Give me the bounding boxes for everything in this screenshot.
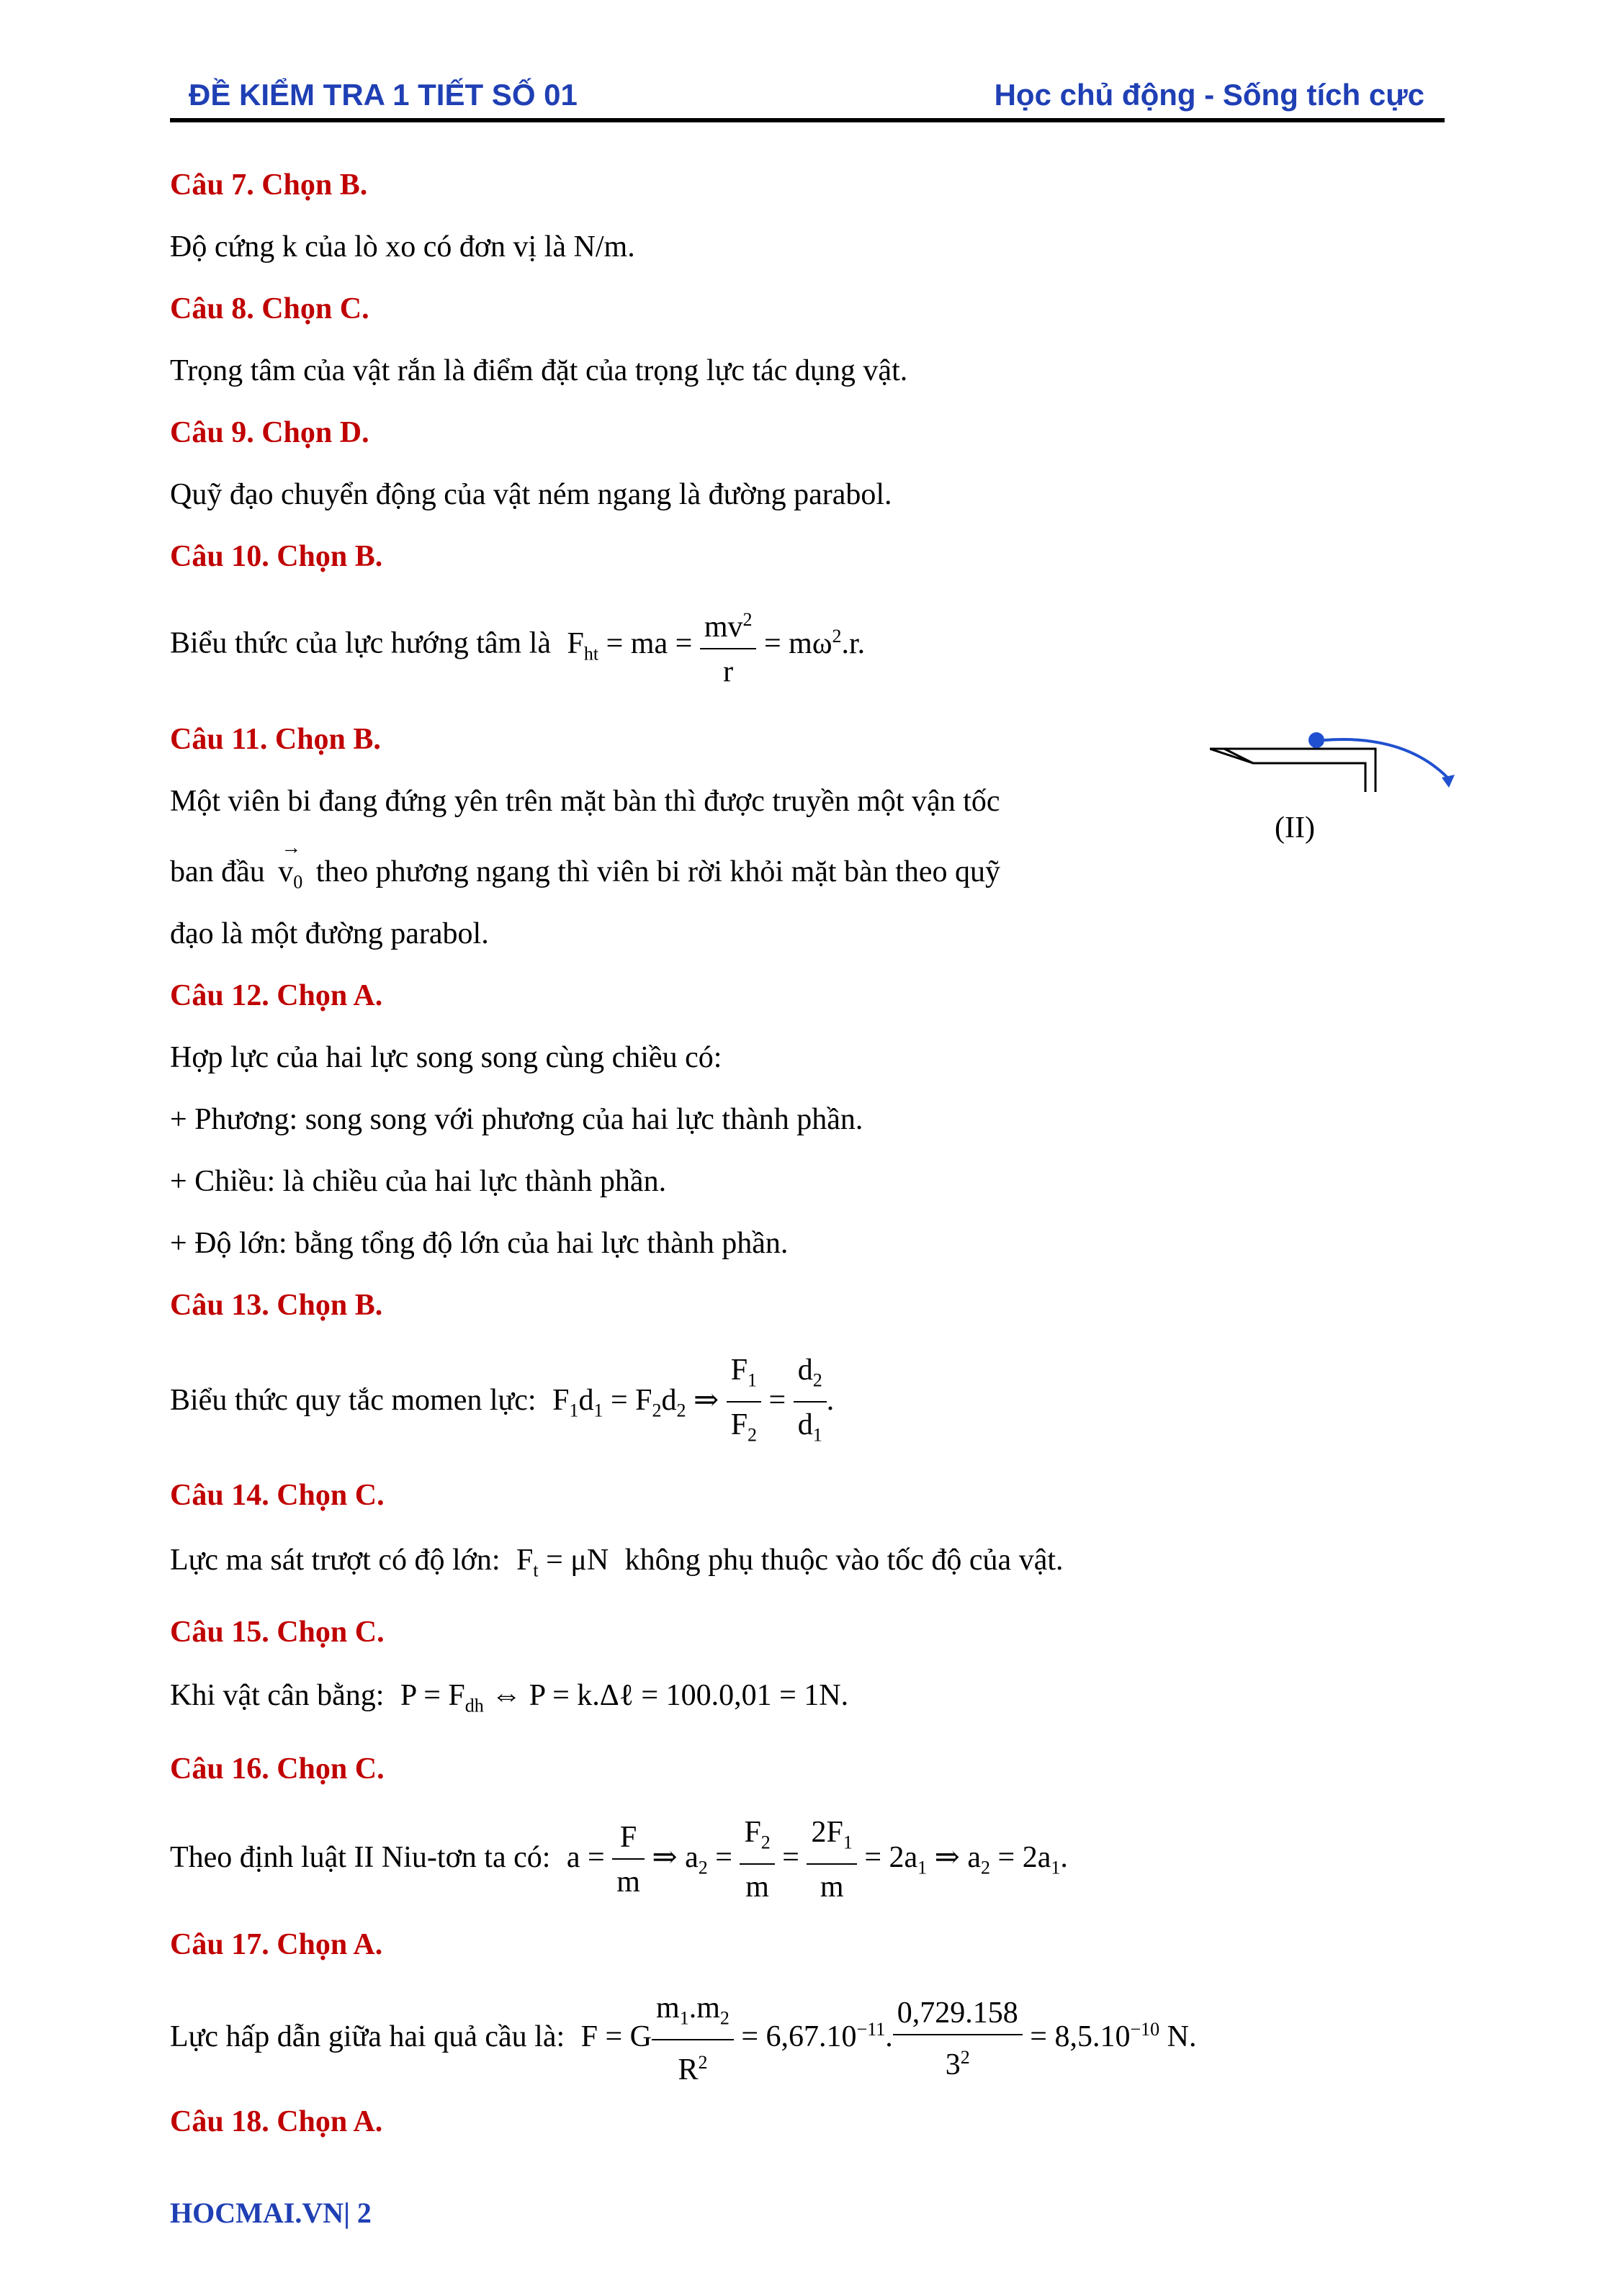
q16-title: Câu 16. Chọn C. bbox=[170, 1752, 385, 1786]
q7-text: Độ cứng k của lò xo có đơn vị là N/m. bbox=[170, 230, 635, 264]
page-header bbox=[170, 69, 1445, 127]
q17-line bbox=[170, 1990, 1196, 2088]
q14-text-a: Lực ma sát trượt có độ lớn: bbox=[170, 1544, 500, 1577]
q10-title: Câu 10. Chọn B. bbox=[170, 540, 383, 573]
q15-text: Khi vật cân bằng: bbox=[170, 1679, 385, 1712]
q8-text: Trọng tâm của vật rắn là điểm đặt của trọng lực tác dụng vật. bbox=[170, 354, 908, 387]
q15-title: Câu 15. Chọn C. bbox=[170, 1616, 385, 1649]
q18-title: Câu 18. Chọn A. bbox=[170, 2105, 383, 2138]
q16-formula: a = $\frac{F}{m}$ ⇒ $a_2$ = $\frac{F_2}{m}$ = $\frac{2F_1}{m}$ = $2a_1$ ⇒ $a_2 = 2a_1$. bbox=[566, 1816, 1068, 1904]
q17-title: Câu 17. Chọn A. bbox=[170, 1928, 383, 1961]
q12-title: Câu 12. Chọn A. bbox=[170, 979, 383, 1012]
header-title: ĐỀ KIỂM TRA 1 TIẾT SỐ 01 bbox=[189, 78, 578, 112]
q9-text: Quỹ đạo chuyển động của vật ném ngang là đường parabol. bbox=[170, 478, 892, 511]
q12-text1: Hợp lực của hai lực song song cùng chiều có: bbox=[170, 1041, 722, 1074]
q13-line bbox=[170, 1352, 834, 1454]
q10-line bbox=[170, 602, 865, 690]
page-footer: HOCMAI.VN| 2 bbox=[170, 2197, 372, 2229]
q11-v0-symbol: → $v_0$ bbox=[278, 837, 303, 893]
header-rule bbox=[170, 118, 1445, 122]
figure-label: (II) bbox=[1275, 811, 1315, 845]
q8-title: Câu 8. Chọn C. bbox=[170, 292, 369, 325]
q11-text2b: theo phương ngang thì viên bi rời khỏi mặt bàn theo quỹ bbox=[315, 855, 1001, 888]
header-slogan: Học chủ động - Sống tích cực bbox=[994, 78, 1424, 112]
q12-text4: + Độ lớn: bằng tổng độ lớn của hai lực thành phần. bbox=[170, 1227, 789, 1260]
q10-formula: $F_{ht}$ = ma = $\frac{mv^2}{r}$ = $m\omega^2.r$. bbox=[567, 627, 866, 660]
q16-line bbox=[170, 1814, 1068, 1905]
q14-line bbox=[170, 1545, 1064, 1580]
q13-formula: $F_1d_1 = F_2d_2$ ⇒ $\frac{F_1}{F_2}$ = $\frac{d_2}{d_1}$ . bbox=[552, 1354, 835, 1446]
ball-icon bbox=[1308, 732, 1324, 748]
q12-text3: + Chiều: là chiều của hai lực thành phần. bbox=[170, 1165, 667, 1198]
q11-text1: Một viên bi đang đứng yên trên mặt bàn thì được truyền một vận tốc bbox=[170, 785, 1000, 818]
q12-text2: + Phương: song song với phương của hai lực thành phần. bbox=[170, 1103, 863, 1136]
q15-line bbox=[170, 1680, 848, 1715]
table-diagram bbox=[1210, 727, 1469, 814]
q11-text2a: ban đầu bbox=[170, 855, 265, 888]
q11-line2 bbox=[170, 837, 1001, 893]
q15-formula: $P = F_{dh}$ ⇔ P = k.Δℓ = 100.0,01 = 1N. bbox=[400, 1679, 849, 1716]
q17-text: Lực hấp dẫn giữa hai quả cầu là: bbox=[170, 2020, 565, 2053]
q11-text3: đạo là một đường parabol. bbox=[170, 917, 489, 950]
q17-formula: F = G $\frac{m_1.m_2}{R^2}$ = $6,67.10^{-11}$. $\frac{0,729.158}{3^2}$ = $8,5.10^{-10}$ N. bbox=[580, 1991, 1197, 2087]
q14-title: Câu 14. Chọn C. bbox=[170, 1479, 385, 1512]
q16-text: Theo định luật II Niu-tơn ta có: bbox=[170, 1840, 551, 1874]
table-figure bbox=[1210, 727, 1469, 871]
trajectory-arrow bbox=[1324, 739, 1447, 778]
q10-text: Biểu thức của lực hướng tâm là bbox=[170, 626, 552, 660]
q14-text-b: không phụ thuộc vào tốc độ của vật. bbox=[624, 1544, 1064, 1577]
q13-text: Biểu thức quy tắc momen lực: bbox=[170, 1384, 537, 1418]
q14-formula: $F_t = \mu N$ bbox=[516, 1544, 609, 1581]
q9-title: Câu 9. Chọn D. bbox=[170, 416, 369, 449]
q7-title: Câu 7. Chọn B. bbox=[170, 168, 368, 202]
q11-title: Câu 11. Chọn B. bbox=[170, 723, 381, 756]
q13-title: Câu 13. Chọn B. bbox=[170, 1289, 383, 1322]
